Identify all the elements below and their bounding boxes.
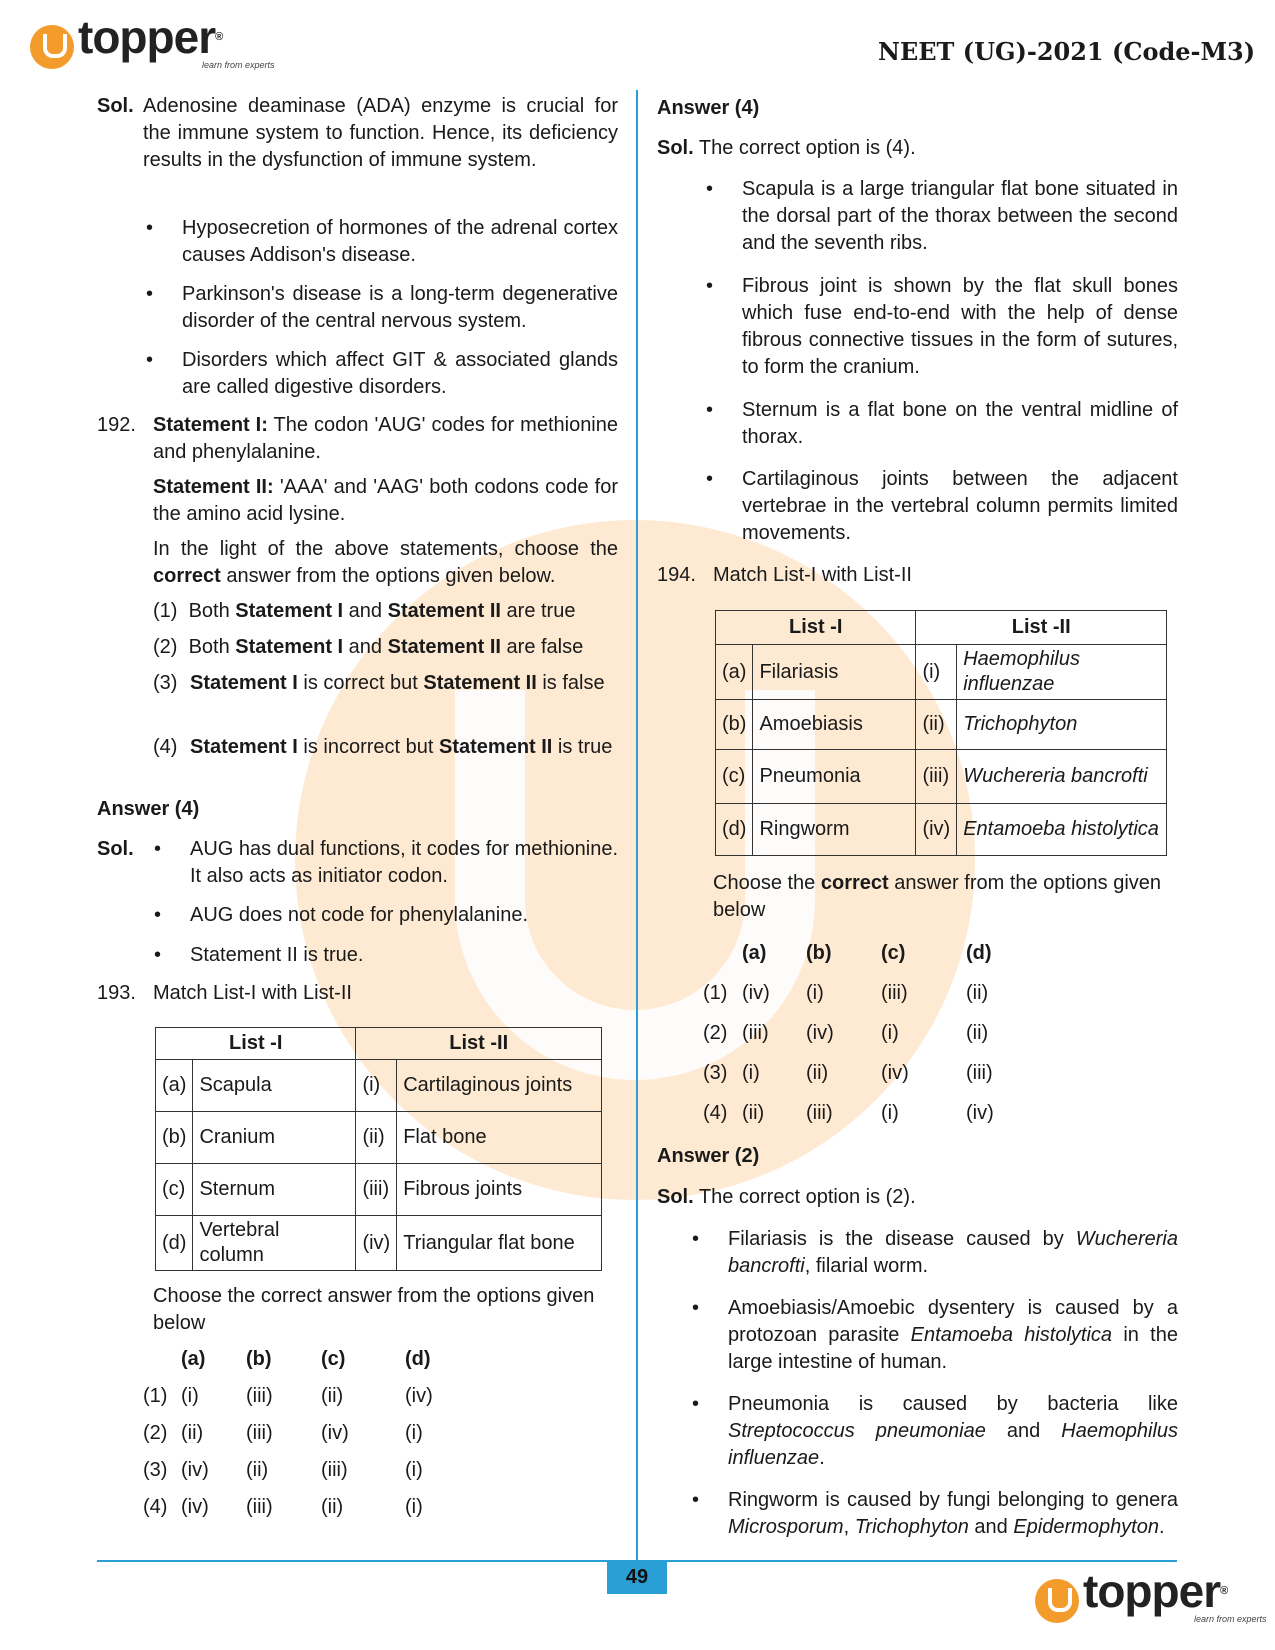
answer-194: Answer (2) [657,1145,760,1167]
list-item: • Filariasis is the disease caused by Wuchereria bancrofti, filarial worm. [728,1226,1178,1280]
list-item: • AUG does not code for phenylalanine. [190,902,618,929]
table-row: (a) Scapula (i) Cartilaginous joints [156,1060,602,1112]
logo-text: topper [1083,1565,1221,1617]
list-item: • Parkinson's disease is a long-term degenerative disorder of the central nervous system. [182,281,618,335]
list-item: • Ringworm is caused by fungi belonging to genera Microsporum, Trichophyton and Epidermophyton. [728,1487,1178,1541]
table-row: (d) Vertebral column (iv) Triangular flat bone [156,1216,602,1271]
table-row: (c) Pneumonia (iii) Wuchereria bancrofti [716,750,1167,804]
option-header-c: (c) [321,1348,346,1370]
choose-instruction: Choose the correct answer from the options given below [153,1285,595,1334]
match-table-194 [715,610,1167,856]
list-item: • Disorders which affect GIT & associated glands are called digestive disorders. [182,347,618,401]
option-header-c: (c) [881,942,906,964]
list-item: • Statement II is true. [190,942,618,969]
table-header: List -II [356,1028,602,1060]
option-header-b: (b) [246,1348,272,1370]
sol-194: Sol. The correct option is (2). [657,1186,916,1208]
answer-192: Answer (4) [97,798,200,820]
statement-2: Statement II: 'AAA' and 'AAG' both codons code for the amino acid lysine. [153,476,618,525]
logo-tagline: learn from experts [202,60,275,70]
question-number-193: 193. [97,982,136,1004]
table-header: List -II [916,611,1167,645]
table-row: (a) Filariasis (i) Haemophilus influenzae [716,645,1167,700]
question-instruction: In the light of the above statements, choose the correct answer from the options given below. [153,538,618,587]
sol-intro: Adenosine deaminase (ADA) enzyme is crucial for the immune system to function. Hence, its deficiency results in the dysfunction of immune system. [143,95,618,171]
page-number: 49 [607,1560,667,1594]
logo-icon [1035,1579,1079,1623]
option-3-number: (3) [153,672,178,694]
option-4-number: (4) [153,736,178,758]
list-item: • Scapula is a large triangular flat bone situated in the dorsal part of the thorax between the second and the seventh ribs. [742,176,1178,257]
question-title-193: Match List-I with List-II [153,982,352,1004]
question-number-192: 192. [97,414,136,436]
table-row: (c) Sternum (iii) Fibrous joints [156,1164,602,1216]
list-item: • Cartilaginous joints between the adjacent vertebrae in the vertebral column permits limited movements. [742,466,1178,547]
list-item: • AUG has dual functions, it codes for methionine. It also acts as initiator codon. [190,836,618,890]
table-row: (b) Amoebiasis (ii) Trichophyton [716,700,1167,750]
option-4: Statement I is incorrect but Statement II is true [190,736,613,758]
question-number-194: 194. [657,564,696,586]
match-table-193 [155,1027,602,1271]
sol-193: Sol. The correct option is (4). [657,137,916,159]
answer-193: Answer (4) [657,97,760,119]
table-row: (d) Ringworm (iv) Entamoeba histolytica [716,804,1167,856]
option-2: (2) Both Statement I and Statement II are false [153,636,584,658]
option-header-d: (d) [966,942,992,964]
logo-tagline: learn from experts [1194,1614,1267,1624]
table-row: (b) Cranium (ii) Flat bone [156,1112,602,1164]
option-header-a: (a) [742,942,767,964]
footer-logo: topper® learn from experts [1035,1568,1267,1633]
option-1: (1) Both Statement I and Statement II are true [153,600,576,622]
list-item: • Hyposecretion of hormones of the adrenal cortex causes Addison's disease. [182,215,618,269]
option-header-d: (d) [405,1348,431,1370]
option-header-b: (b) [806,942,832,964]
logo-text: topper [78,11,216,63]
table-header: List -I [156,1028,356,1060]
list-item: • Fibrous joint is shown by the flat skull bones which fuse end-to-end with the help of dense fibrous connective tissues in the form of sutures, to form the cranium. [742,273,1178,381]
sol-label: Sol. [97,95,134,117]
table-header: List -I [716,611,916,645]
question-title-194: Match List-I with List-II [713,564,912,586]
option-3: Statement I is correct but Statement II is false [190,672,605,694]
list-item: • Amoebiasis/Amoebic dysentery is caused by a protozoan parasite Entamoeba histolytica in the large intestine of human. [728,1295,1178,1376]
choose-instruction: Choose the correct answer from the options given below [713,872,1162,921]
list-item: • Sternum is a flat bone on the ventral midline of thorax. [742,397,1178,451]
statement-1: Statement I: The codon 'AUG' codes for methionine and phenylalanine. [153,414,618,463]
option-header-a: (a) [181,1348,206,1370]
column-divider [636,90,638,1560]
header-logo: topper® learn from experts [30,14,275,79]
exam-title: NEET (UG)-2021 (Code-M3) [878,37,1256,66]
logo-icon [30,25,74,69]
list-item: • Pneumonia is caused by bacteria like Streptococcus pneumoniae and Haemophilus influenzae. [728,1391,1178,1472]
sol-label: Sol. [97,838,134,860]
